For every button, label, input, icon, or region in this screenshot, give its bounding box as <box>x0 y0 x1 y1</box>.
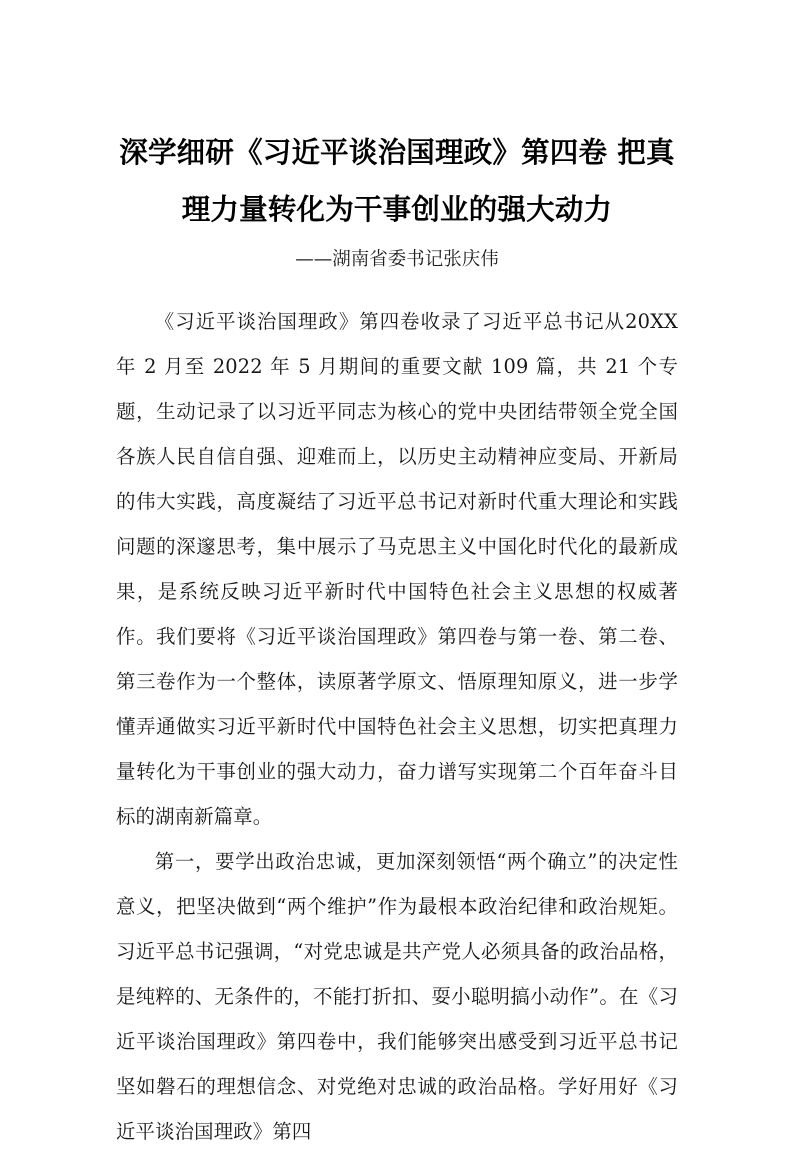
document-byline: ——湖南省委书记张庆伟 <box>295 249 499 270</box>
document-body <box>116 275 678 1154</box>
body-paragraph-2: 第一，要学出政治忠诚，更加深刻领悟“两个确立”的决定性意义，把坚决做到“两个维护”作为最根本政治纪律和政治规矩。习近平总书记强调，“对党忠诚是共产党人必须具备的政治品格，是纯粹的、无条件的，不能打折扣、耍小聪明搞小动作”。在《习近平谈治国理政》第四卷中，我们能够突出感受到习近平总书记坚如磐石的理想信念、对党绝对忠诚的政治品格。学好用好《习近平谈治国理政》第四 <box>116 850 678 1143</box>
document-content-column <box>116 0 678 1154</box>
page-title: 深学细研《习近平谈治国理政》第四卷 把真理力量转化为干事创业的强大动力 <box>119 135 675 226</box>
body-paragraph-1: 《习近平谈治国理政》第四卷收录了习近平总书记从20XX 年 2 月至 2022 年 5 月期间的重要文献 109 篇，共 21 个专题，生动记录了以习近平同志为核心的党中央团结带领全党全国各族人民自信自强、迎难而上，以历史主动精神应变局、开新局的伟大实践，高度凝结了习近平总书记对新时代重大理论和实践问题的深邃思考，集中展示了马克思主义中国化时代化的最新成果，是系统反映习近平新时代中国特色社会主义思想的权威著作。我们要将《习近平谈治国理政》第四卷与第一卷、第二卷、第三卷作为一个整体，读原著学原文、悟原理知原义，进一步学懂弄通做实习近平新时代中国特色社会主义思想，切实把真理力量转化为干事创业的强大动力，奋力谱写实现第二个百年奋斗目标的湖南新篇章。 <box>116 310 678 828</box>
